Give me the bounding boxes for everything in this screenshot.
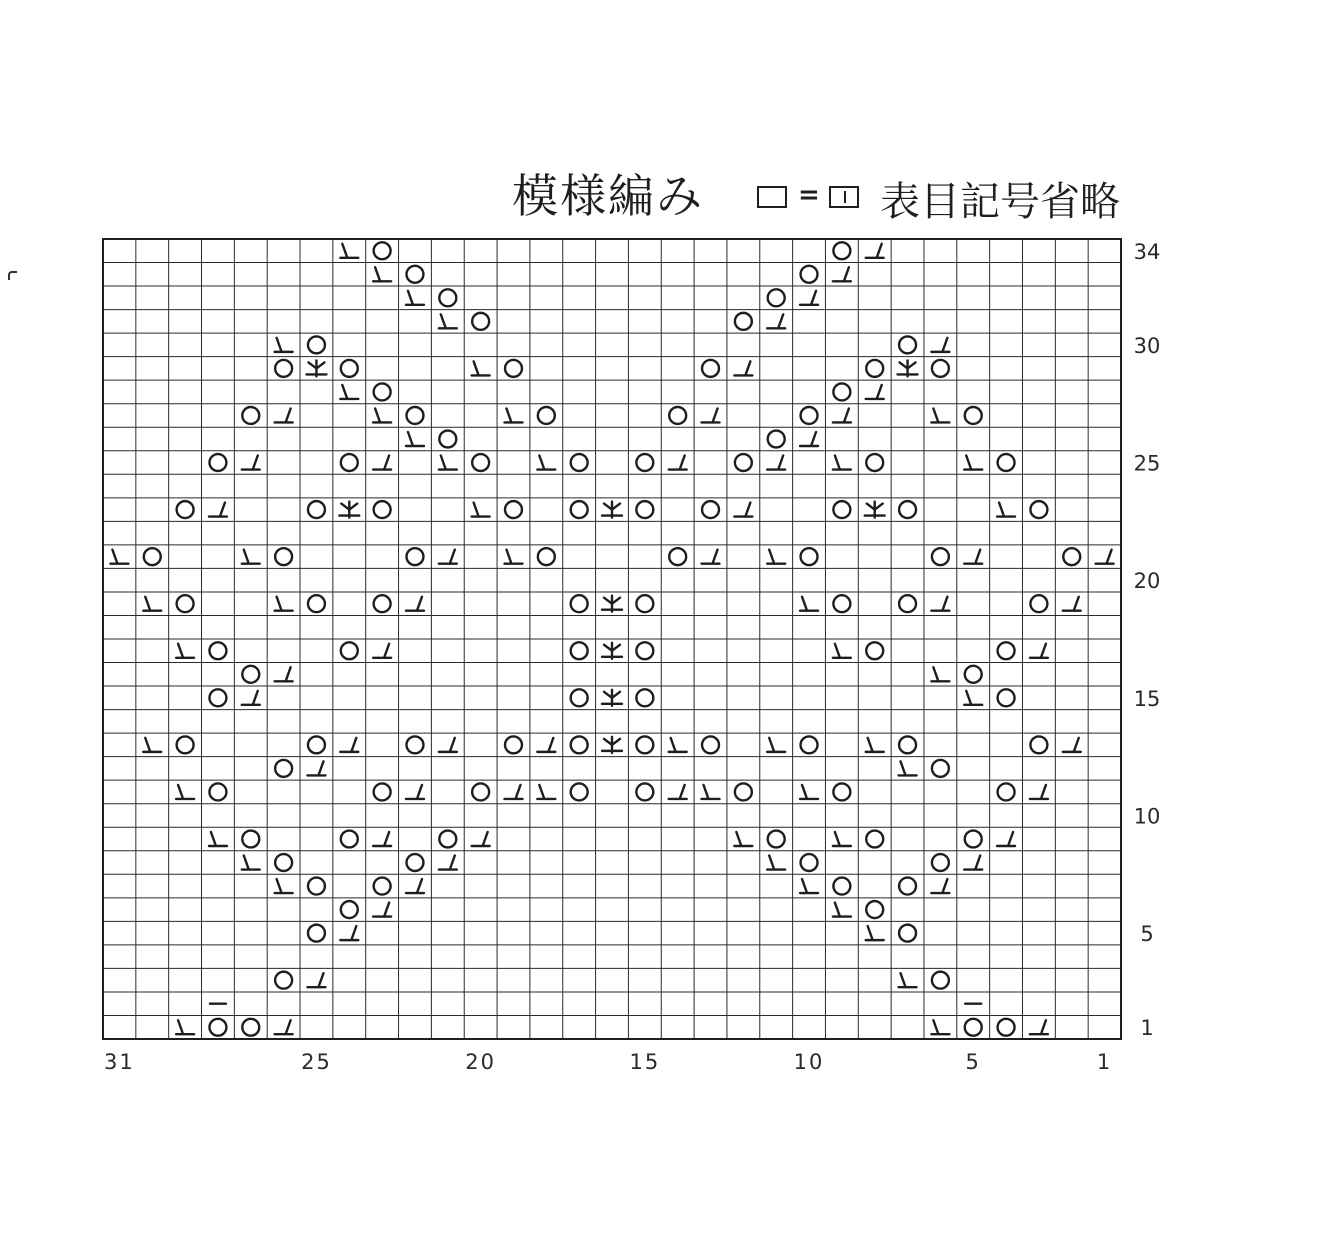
left-decrease-icon xyxy=(702,408,720,422)
left-decrease-icon xyxy=(964,550,982,564)
yarn-over-icon xyxy=(768,831,785,848)
right-decrease-icon xyxy=(899,973,917,987)
right-decrease-icon xyxy=(767,550,785,564)
yarn-over-icon xyxy=(833,383,850,400)
left-decrease-icon xyxy=(800,291,818,305)
left-decrease-icon xyxy=(1030,785,1048,799)
left-decrease-icon xyxy=(242,456,260,470)
yarn-over-icon xyxy=(932,360,949,377)
right-decrease-icon xyxy=(537,785,555,799)
left-decrease-icon xyxy=(1063,738,1081,752)
right-decrease-icon xyxy=(439,314,457,328)
left-decrease-icon xyxy=(734,503,752,517)
yarn-over-icon xyxy=(636,454,653,471)
yarn-over-icon xyxy=(801,854,818,871)
yarn-over-icon xyxy=(341,454,358,471)
left-decrease-icon xyxy=(340,738,358,752)
yarn-over-icon xyxy=(801,407,818,424)
yarn-over-icon xyxy=(341,901,358,918)
yarn-over-icon xyxy=(439,289,456,306)
left-decrease-icon xyxy=(439,738,457,752)
yarn-over-icon xyxy=(242,1019,259,1036)
yarn-over-icon xyxy=(932,972,949,989)
left-decrease-icon xyxy=(833,408,851,422)
right-decrease-icon xyxy=(964,691,982,705)
yarn-over-icon xyxy=(1030,595,1047,612)
yarn-over-icon xyxy=(998,454,1015,471)
yarn-over-icon xyxy=(177,501,194,518)
yarn-over-icon xyxy=(341,831,358,848)
right-decrease-icon xyxy=(406,432,424,446)
double-decrease-icon xyxy=(602,737,622,753)
right-decrease-icon xyxy=(669,738,687,752)
x-tick-label: 10 xyxy=(793,1050,825,1074)
left-decrease-icon xyxy=(1096,550,1114,564)
yarn-over-icon xyxy=(702,736,719,753)
yarn-over-icon xyxy=(209,454,226,471)
left-decrease-icon xyxy=(406,785,424,799)
double-decrease-icon xyxy=(602,502,622,518)
x-tick-label: 15 xyxy=(629,1050,661,1074)
yarn-over-icon xyxy=(636,783,653,800)
yarn-over-icon xyxy=(209,1019,226,1036)
left-decrease-icon xyxy=(1030,644,1048,658)
yarn-over-icon xyxy=(899,736,916,753)
right-decrease-icon xyxy=(373,267,391,281)
yarn-over-icon xyxy=(768,431,785,448)
right-decrease-icon xyxy=(275,597,293,611)
left-decrease-icon xyxy=(439,856,457,870)
yarn-over-icon xyxy=(505,736,522,753)
left-decrease-icon xyxy=(373,832,391,846)
yarn-over-icon xyxy=(177,736,194,753)
left-decrease-icon xyxy=(537,738,555,752)
left-decrease-icon xyxy=(373,644,391,658)
right-decrease-icon xyxy=(406,291,424,305)
yarn-over-icon xyxy=(275,854,292,871)
left-decrease-icon xyxy=(964,856,982,870)
yarn-over-icon xyxy=(209,642,226,659)
left-decrease-icon xyxy=(669,785,687,799)
x-tick-label: 5 xyxy=(965,1050,981,1074)
left-decrease-icon xyxy=(767,456,785,470)
legend-equals: = xyxy=(798,180,820,210)
right-decrease-icon xyxy=(373,408,391,422)
yarn-over-icon xyxy=(472,313,489,330)
yarn-over-icon xyxy=(1063,548,1080,565)
yarn-over-icon xyxy=(275,360,292,377)
right-decrease-icon xyxy=(767,856,785,870)
left-decrease-icon xyxy=(767,314,785,328)
left-decrease-icon xyxy=(866,385,884,399)
right-decrease-icon xyxy=(504,408,522,422)
left-decrease-icon xyxy=(833,267,851,281)
right-decrease-icon xyxy=(176,644,194,658)
right-decrease-icon xyxy=(242,856,260,870)
right-decrease-icon xyxy=(537,456,555,470)
right-decrease-icon xyxy=(931,1020,949,1034)
yarn-over-icon xyxy=(571,595,588,612)
yarn-over-icon xyxy=(374,878,391,895)
double-decrease-icon xyxy=(602,596,622,612)
yarn-over-icon xyxy=(833,878,850,895)
left-decrease-icon xyxy=(1030,1020,1048,1034)
yarn-over-icon xyxy=(899,925,916,942)
yarn-over-icon xyxy=(636,736,653,753)
left-decrease-icon xyxy=(242,691,260,705)
right-decrease-icon xyxy=(800,785,818,799)
yarn-over-icon xyxy=(998,689,1015,706)
yarn-over-icon xyxy=(406,548,423,565)
y-tick-label: 20 xyxy=(1133,569,1161,594)
double-decrease-icon xyxy=(602,643,622,659)
right-decrease-icon xyxy=(734,832,752,846)
yarn-over-icon xyxy=(932,854,949,871)
yarn-over-icon xyxy=(209,783,226,800)
yarn-over-icon xyxy=(209,689,226,706)
y-tick-label: 15 xyxy=(1133,686,1161,711)
yarn-over-icon xyxy=(374,595,391,612)
left-decrease-icon xyxy=(373,903,391,917)
left-decrease-icon xyxy=(931,338,949,352)
yarn-over-icon xyxy=(571,783,588,800)
yarn-over-icon xyxy=(866,831,883,848)
right-decrease-icon xyxy=(176,1020,194,1034)
yarn-over-icon xyxy=(702,501,719,518)
right-decrease-icon xyxy=(931,408,949,422)
yarn-over-icon xyxy=(505,360,522,377)
right-decrease-icon xyxy=(833,456,851,470)
left-decrease-icon xyxy=(800,432,818,446)
double-decrease-icon xyxy=(898,360,918,376)
right-decrease-icon xyxy=(504,550,522,564)
right-decrease-icon xyxy=(997,503,1015,517)
yarn-over-icon xyxy=(374,501,391,518)
right-decrease-icon xyxy=(275,338,293,352)
yarn-over-icon xyxy=(505,501,522,518)
yarn-over-icon xyxy=(866,901,883,918)
y-tick-label: 5 xyxy=(1140,922,1154,947)
yarn-over-icon xyxy=(735,454,752,471)
left-decrease-icon xyxy=(504,785,522,799)
right-decrease-icon xyxy=(275,879,293,893)
x-tick-label: 25 xyxy=(301,1050,332,1074)
y-tick-label: 1 xyxy=(1140,1016,1154,1041)
yarn-over-icon xyxy=(341,360,358,377)
right-decrease-icon xyxy=(110,550,128,564)
yarn-over-icon xyxy=(177,595,194,612)
left-decrease-icon xyxy=(702,550,720,564)
yarn-over-icon xyxy=(998,783,1015,800)
double-decrease-icon xyxy=(602,690,622,706)
yarn-over-icon xyxy=(965,831,982,848)
yarn-over-icon xyxy=(636,642,653,659)
right-decrease-icon xyxy=(866,738,884,752)
right-decrease-icon xyxy=(143,597,161,611)
yarn-over-icon xyxy=(833,595,850,612)
left-decrease-icon xyxy=(209,503,227,517)
right-decrease-icon xyxy=(439,456,457,470)
y-tick-label: 25 xyxy=(1133,451,1161,476)
yarn-over-icon xyxy=(702,360,719,377)
y-tick-label: 10 xyxy=(1133,804,1161,829)
left-decrease-icon xyxy=(734,361,752,375)
left-decrease-icon xyxy=(406,597,424,611)
yarn-over-icon xyxy=(833,783,850,800)
yarn-over-icon xyxy=(275,548,292,565)
yarn-over-icon xyxy=(866,360,883,377)
yarn-over-icon xyxy=(735,783,752,800)
left-decrease-icon xyxy=(931,597,949,611)
yarn-over-icon xyxy=(275,972,292,989)
yarn-over-icon xyxy=(801,266,818,283)
yarn-over-icon xyxy=(308,501,325,518)
yarn-over-icon xyxy=(833,501,850,518)
x-tick-label: 1 xyxy=(1096,1050,1113,1074)
yarn-over-icon xyxy=(308,336,325,353)
left-decrease-icon xyxy=(1063,597,1081,611)
yarn-over-icon xyxy=(965,666,982,683)
yarn-over-icon xyxy=(735,313,752,330)
yarn-over-icon xyxy=(866,454,883,471)
x-tick-label: 20 xyxy=(465,1050,497,1074)
right-decrease-icon xyxy=(340,244,358,258)
yarn-over-icon xyxy=(144,548,161,565)
yarn-over-icon xyxy=(439,431,456,448)
left-decrease-icon xyxy=(866,244,884,258)
left-decrease-icon xyxy=(373,456,391,470)
yarn-over-icon xyxy=(571,689,588,706)
yarn-over-icon xyxy=(406,407,423,424)
yarn-over-icon xyxy=(308,595,325,612)
y-tick-label: 30 xyxy=(1133,333,1161,358)
right-decrease-icon xyxy=(964,456,982,470)
yarn-over-icon xyxy=(406,266,423,283)
right-decrease-icon xyxy=(472,503,490,517)
yarn-over-icon xyxy=(275,760,292,777)
yarn-over-icon xyxy=(374,783,391,800)
left-decrease-icon xyxy=(669,456,687,470)
right-decrease-icon xyxy=(800,879,818,893)
left-decrease-icon xyxy=(275,1020,293,1034)
yarn-over-icon xyxy=(998,1019,1015,1036)
yarn-over-icon xyxy=(242,666,259,683)
yarn-over-icon xyxy=(669,548,686,565)
yarn-over-icon xyxy=(439,831,456,848)
right-decrease-icon xyxy=(176,785,194,799)
chart-title: 模様編み xyxy=(512,169,704,223)
right-decrease-icon xyxy=(209,832,227,846)
yarn-over-icon xyxy=(801,736,818,753)
yarn-over-icon xyxy=(669,407,686,424)
right-decrease-icon xyxy=(242,550,260,564)
left-decrease-icon xyxy=(439,550,457,564)
right-decrease-icon xyxy=(702,785,720,799)
left-decrease-icon xyxy=(472,832,490,846)
left-decrease-icon xyxy=(275,408,293,422)
yarn-over-icon xyxy=(899,501,916,518)
left-decrease-icon xyxy=(340,926,358,940)
yarn-over-icon xyxy=(636,501,653,518)
yarn-over-icon xyxy=(932,760,949,777)
right-decrease-icon xyxy=(340,385,358,399)
yarn-over-icon xyxy=(866,642,883,659)
left-decrease-icon xyxy=(275,667,293,681)
yarn-over-icon xyxy=(538,407,555,424)
yarn-over-icon xyxy=(472,783,489,800)
left-decrease-icon xyxy=(307,973,325,987)
yarn-over-icon xyxy=(1030,501,1047,518)
yarn-over-icon xyxy=(965,407,982,424)
yarn-over-icon xyxy=(308,736,325,753)
right-decrease-icon xyxy=(833,832,851,846)
yarn-over-icon xyxy=(571,454,588,471)
yarn-over-icon xyxy=(242,407,259,424)
yarn-over-icon xyxy=(308,925,325,942)
right-decrease-icon xyxy=(899,761,917,775)
yarn-over-icon xyxy=(998,642,1015,659)
yarn-over-icon xyxy=(833,242,850,259)
yarn-over-icon xyxy=(242,831,259,848)
yarn-over-icon xyxy=(571,501,588,518)
yarn-over-icon xyxy=(538,548,555,565)
left-decrease-icon xyxy=(931,879,949,893)
yarn-over-icon xyxy=(571,642,588,659)
right-decrease-icon xyxy=(931,667,949,681)
yarn-over-icon xyxy=(406,736,423,753)
yarn-over-icon xyxy=(1030,736,1047,753)
yarn-over-icon xyxy=(374,383,391,400)
right-decrease-icon xyxy=(767,738,785,752)
yarn-over-icon xyxy=(899,878,916,895)
double-decrease-icon xyxy=(306,360,326,376)
left-decrease-icon xyxy=(997,832,1015,846)
yarn-over-icon xyxy=(406,854,423,871)
yarn-over-icon xyxy=(341,642,358,659)
right-decrease-icon xyxy=(472,361,490,375)
y-tick-label: 34 xyxy=(1133,239,1161,264)
yarn-over-icon xyxy=(472,454,489,471)
yarn-over-icon xyxy=(374,242,391,259)
right-decrease-icon xyxy=(833,903,851,917)
yarn-over-icon xyxy=(965,1019,982,1036)
left-decrease-icon xyxy=(406,879,424,893)
chart-grid xyxy=(103,239,1121,1039)
double-decrease-icon xyxy=(865,502,885,518)
right-decrease-icon xyxy=(800,597,818,611)
right-decrease-icon xyxy=(833,644,851,658)
yarn-over-icon xyxy=(636,689,653,706)
double-decrease-icon xyxy=(339,502,359,518)
yarn-over-icon xyxy=(932,548,949,565)
yarn-over-icon xyxy=(801,548,818,565)
yarn-over-icon xyxy=(308,878,325,895)
yarn-over-icon xyxy=(768,289,785,306)
yarn-over-icon xyxy=(636,595,653,612)
yarn-over-icon xyxy=(899,336,916,353)
x-tick-label: 31 xyxy=(104,1050,135,1074)
right-decrease-icon xyxy=(143,738,161,752)
yarn-over-icon xyxy=(899,595,916,612)
yarn-over-icon xyxy=(571,736,588,753)
left-decrease-icon xyxy=(307,761,325,775)
legend-text: 表目記号省略 xyxy=(880,179,1120,225)
right-decrease-icon xyxy=(866,926,884,940)
